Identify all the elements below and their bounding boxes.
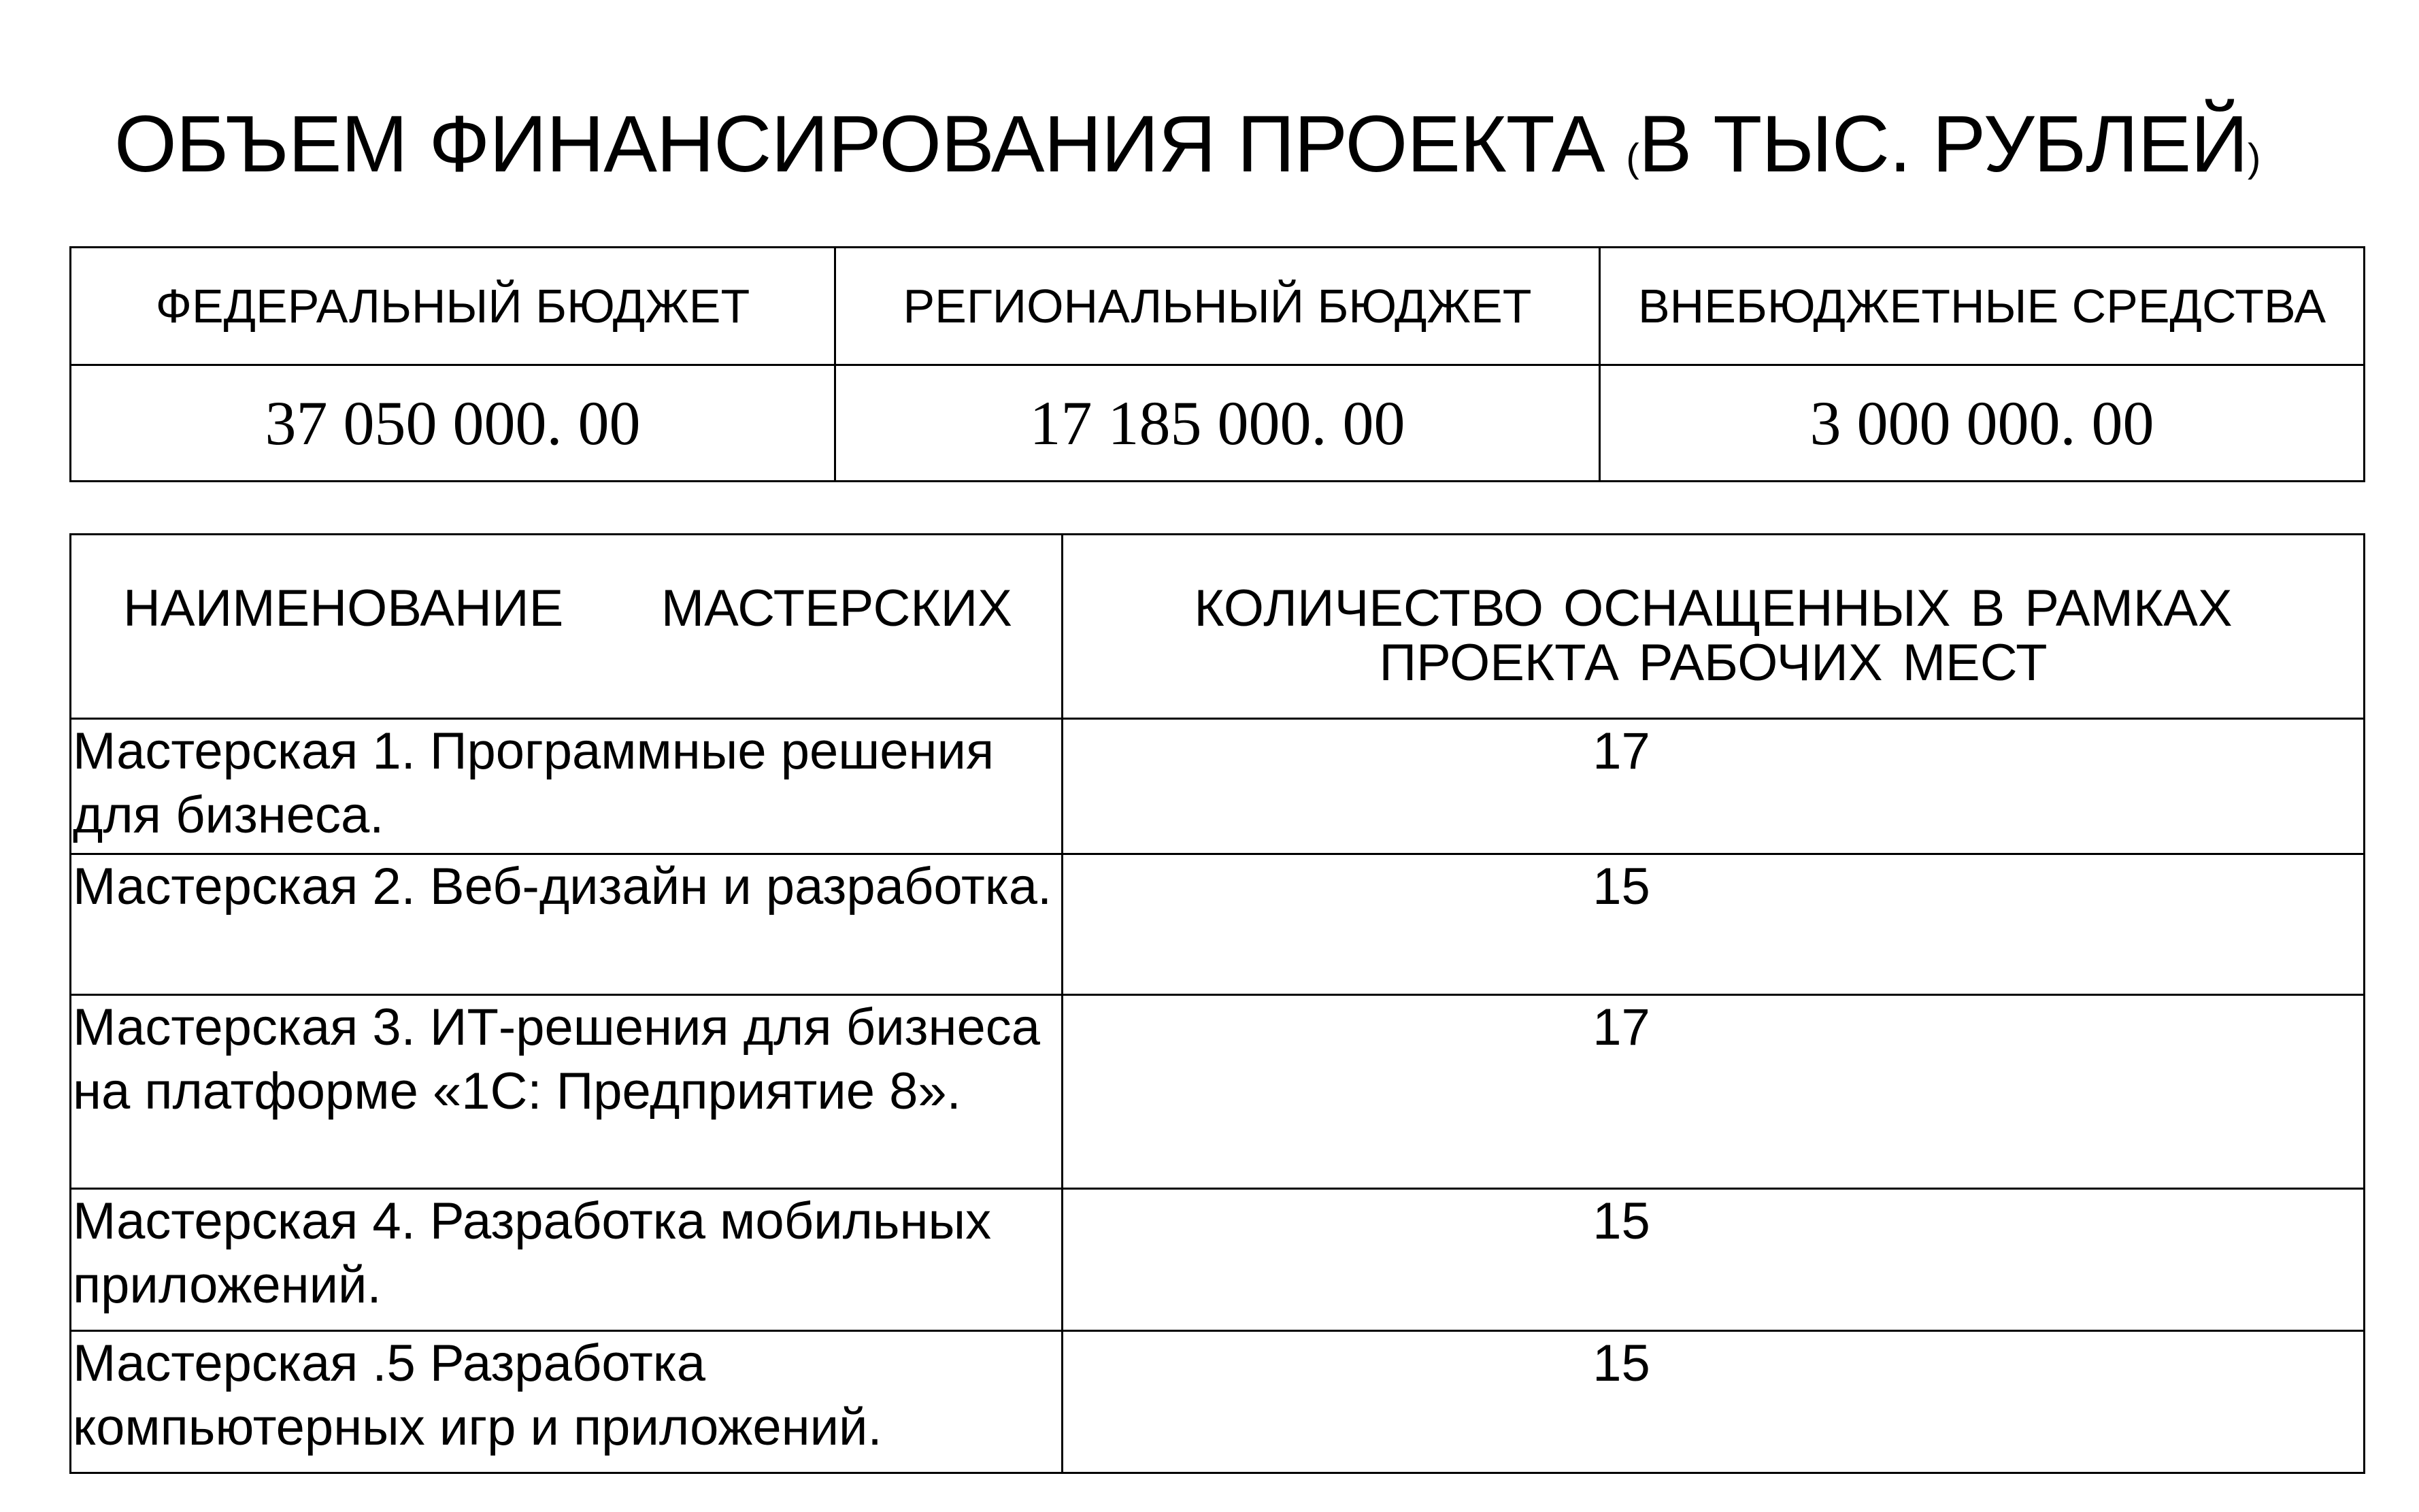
- title-close-paren: ): [2248, 136, 2260, 180]
- workshop-name: Мастерская 4. Разработка мобильных приложений.: [71, 1189, 1063, 1331]
- header-extrabudgetary-funds: ВНЕБЮДЖЕТНЫЕ СРЕДСТВА: [1600, 248, 2365, 365]
- workshops-header-row: [71, 535, 2365, 719]
- title-main: ОБЪЕМ ФИНАНСИРОВАНИЯ ПРОЕКТА: [114, 99, 1626, 189]
- title-open-paren: (: [1626, 136, 1639, 180]
- workshop-name: Мастерская 2. Веб-дизайн и разработка.: [71, 854, 1063, 995]
- header-name-left: НАИМЕНОВАНИЕ: [123, 579, 564, 637]
- workplace-count: 17: [1063, 995, 2365, 1189]
- value-federal-budget: 37 050 000. 00: [71, 365, 835, 482]
- header-workplace-count: [1063, 535, 2365, 719]
- page-title: [114, 90, 2260, 199]
- workshop-name: Мастерская 1. Программные решения для бизнеса.: [71, 719, 1063, 854]
- budget-table: [69, 246, 2365, 482]
- header-regional-budget: РЕГИОНАЛЬНЫЙ БЮДЖЕТ: [835, 248, 1600, 365]
- workplace-count: 15: [1063, 1189, 2365, 1331]
- header-workshop-name: [71, 535, 1063, 719]
- table-row: [71, 1331, 2365, 1473]
- table-row: [71, 719, 2365, 854]
- value-regional-budget: 17 185 000. 00: [835, 365, 1600, 482]
- table-row: [71, 995, 2365, 1189]
- title-unit: В ТЫС. РУБЛЕЙ: [1638, 99, 2248, 189]
- workshops-table: [69, 533, 2365, 1474]
- header-federal-budget: ФЕДЕРАЛЬНЫЙ БЮДЖЕТ: [71, 248, 835, 365]
- workshop-name: Мастерская 3. ИТ-решения для бизнеса на платформе «1С: Предприятие 8».: [71, 995, 1063, 1189]
- value-extrabudgetary-funds: 3 000 000. 00: [1600, 365, 2365, 482]
- table-row: [71, 854, 2365, 995]
- header-count-label: КОЛИЧЕСТВО ОСНАЩЕННЫХ В РАМКАХ ПРОЕКТА РАБОЧИХ МЕСТ: [1194, 579, 2233, 692]
- workshop-name: Мастерская .5 Разработка компьютерных игр и приложений.: [71, 1331, 1063, 1473]
- table-row: [71, 1189, 2365, 1331]
- workplace-count: 15: [1063, 1331, 2365, 1473]
- header-name-right: МАСТЕРСКИХ: [661, 579, 1012, 637]
- budget-header-row: [71, 248, 2365, 365]
- workplace-count: 17: [1063, 719, 2365, 854]
- budget-value-row: [71, 365, 2365, 482]
- workplace-count: 15: [1063, 854, 2365, 995]
